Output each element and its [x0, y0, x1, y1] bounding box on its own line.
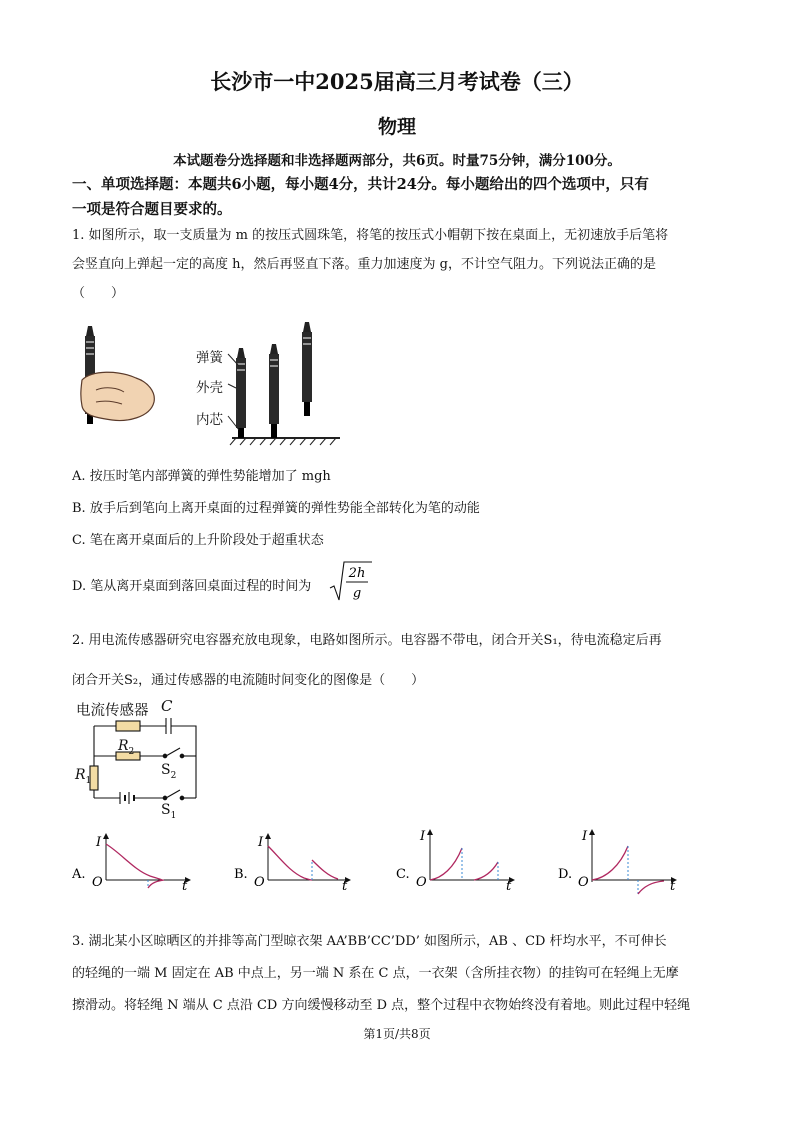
label-r2: $R_2$ — [118, 738, 135, 757]
label-capacitor-c: C — [161, 697, 173, 715]
graph-c-axis-i: I — [420, 829, 426, 844]
label-s2: $S_2$ — [161, 762, 177, 781]
graph-b-curve — [268, 846, 312, 880]
graph-a-letter: A. — [72, 867, 86, 882]
q2-circuit-diagram — [72, 714, 202, 824]
q1-line2: 会竖直向上弹起一定的高度 h，然后再竖直下落。重力加速度为 g，不计空气阻力。下列说法正确的是 — [72, 257, 656, 272]
graph-a — [72, 834, 190, 894]
table-hatch — [230, 438, 336, 445]
pen-airborne-icon — [302, 322, 312, 416]
graph-d-curve — [592, 846, 628, 880]
graph-d-origin: O — [578, 875, 589, 890]
q2-line1: 2. 用电流传感器研究电容器充放电现象，电路如图所示。电容器不带电，闭合开关S₁，待电流稳定后再 — [72, 633, 662, 648]
pen-pressed-icon — [236, 348, 246, 438]
section-heading-line2: 一项是符合题目要求的。 — [72, 201, 232, 218]
graph-c-curve-2 — [474, 862, 498, 880]
label-r1: $R_1$ — [75, 767, 92, 786]
q1-option-d-text: D. 笔从离开桌面到落回桌面过程的时间为 — [72, 579, 312, 594]
graph-a-curve-2 — [148, 880, 164, 888]
graph-b-letter: B. — [234, 867, 248, 882]
q3-line2: 的轻绳的一端 M 固定在 AB 中点上，另一端 N 系在 C 点，一衣架（含所挂衣物）的挂钩可在轻绳上无摩 — [72, 966, 679, 981]
formula-denominator: g — [352, 586, 362, 601]
pen-released-icon — [269, 344, 279, 438]
graph-c — [396, 829, 514, 894]
formula-sqrt-2h-over-g — [328, 560, 374, 604]
formula-numerator: 2h — [348, 566, 366, 581]
q1-stem — [72, 221, 732, 308]
graph-c-curve — [430, 848, 462, 880]
graph-c-origin: O — [416, 875, 427, 890]
q3-stem — [72, 926, 732, 1022]
graph-a-axis-i: I — [96, 835, 102, 850]
graph-a-origin: O — [92, 875, 103, 890]
graph-b-axis-i: I — [258, 835, 264, 850]
q2-line2: 闭合开关S₂，通过传感器的电流随时间变化的图像是（ ） — [72, 673, 425, 688]
exam-intro: 本试题卷分选择题和非选择题两部分，共6页。时量75分钟，满分100分。 — [173, 153, 621, 169]
label-shell: 外壳 — [196, 380, 223, 396]
graph-c-letter: C. — [396, 867, 410, 882]
q1-line3: （ ） — [72, 286, 125, 301]
section-heading — [72, 172, 732, 222]
q1-line1: 1. 如图所示，取一支质量为 m 的按压式圆珠笔，将笔的按压式小帽朝下按在桌面上，无初速放手后笔将 — [72, 228, 669, 243]
q1-option-b: B. 放手后到笔向上离开桌面的过程弹簧的弹性势能全部转化为笔的动能 — [72, 501, 480, 516]
graph-d-axis-i: I — [582, 829, 588, 844]
graph-d-axis-t: t — [670, 879, 676, 894]
graph-a-axis-t: t — [182, 879, 188, 894]
graph-d — [558, 829, 676, 894]
pen-in-hand-icon — [81, 326, 154, 424]
subject-title: 物理 — [377, 116, 416, 138]
q2-stem — [72, 621, 732, 701]
section-heading-line1: 一、单项选择题：本题共6小题，每小题4分，共计24分。每小题给出的四个选项中，只有 — [72, 176, 649, 193]
graph-c-axis-t: t — [506, 879, 512, 894]
q1-option-c: C. 笔在离开桌面后的上升阶段处于超重状态 — [72, 533, 324, 548]
q2-current-graphs — [72, 826, 712, 896]
graph-d-curve-2 — [638, 881, 664, 894]
graph-d-letter: D. — [558, 867, 573, 882]
q3-line1: 3. 湖北某小区晾晒区的并排等高门型晾衣架 AA’BB’CC’DD’ 如图所示，AB 、CD 杆均水平，不可伸长 — [72, 934, 667, 949]
graph-b-origin: O — [254, 875, 265, 890]
q1-option-d — [72, 575, 311, 594]
graph-b — [234, 834, 350, 894]
exam-title: 长沙市一中2025届高三月考试卷（三） — [210, 69, 584, 94]
graph-b-axis-t: t — [342, 879, 348, 894]
label-spring: 弹簧 — [196, 350, 223, 366]
graph-a-curve — [106, 844, 162, 880]
label-s1: $S_1$ — [161, 802, 177, 821]
label-core: 内芯 — [196, 412, 223, 428]
q1-option-a: A. 按压时笔内部弹簧的弹性势能增加了 mgh — [72, 469, 331, 484]
q3-line3: 擦滑动。将轻绳 N 端从 C 点沿 CD 方向缓慢移动至 D 点，整个过程中衣物始终没有着地。则此过程中轻绳 — [72, 998, 691, 1013]
current-sensor-icon — [116, 721, 140, 731]
page-footer: 第1页/共8页 — [363, 1027, 431, 1041]
label-current-sensor: 电流传感器 — [76, 703, 149, 719]
graph-b-curve-2 — [312, 860, 338, 879]
